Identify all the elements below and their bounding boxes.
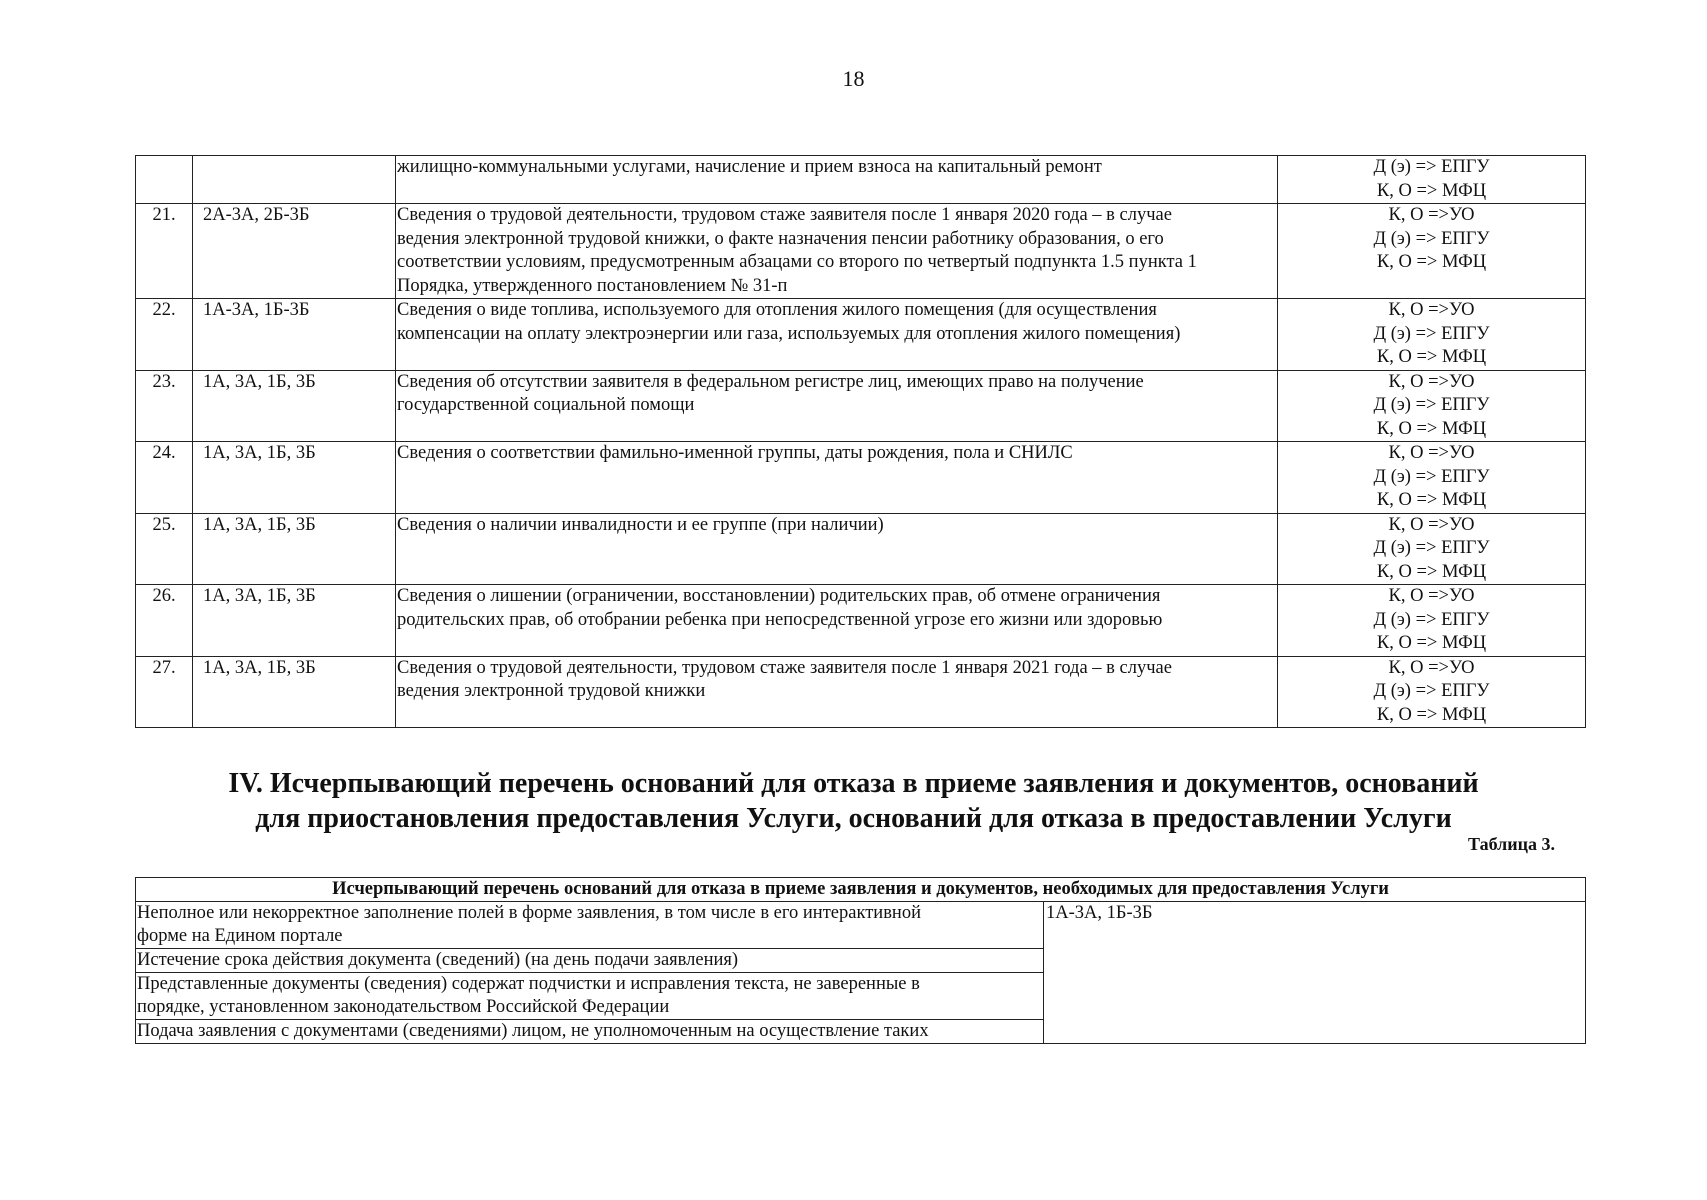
description-line: Сведения о виде топлива, используемого для отопления жилого помещения (для осуществления — [397, 300, 1157, 320]
description-line: государственной социальной помощи — [397, 395, 695, 415]
route-line: Д (э) => ЕПГУ — [1373, 466, 1490, 487]
row-description — [396, 442, 1278, 514]
description-line: Сведения о трудовой деятельности, трудовом стаже заявителя после 1 января 2021 года – в случае — [397, 657, 1172, 678]
section-heading-line-2: для приостановления предоставления Услуги, оснований для отказа в предоставлении Услуги — [255, 803, 1452, 834]
refusal-reason-line: Представленные документы (сведения) содержат подчистки и исправления текста, не заверенные в — [137, 974, 920, 994]
row-description — [396, 513, 1278, 585]
row-number: 25. — [136, 513, 193, 585]
refusal-applicant-codes: 1А-3А, 1Б-3Б — [1044, 902, 1586, 1044]
refusal-table — [135, 877, 1586, 1044]
refusal-reason — [136, 949, 1044, 973]
page-number: 18 — [842, 66, 865, 91]
route-line: К, О =>УО — [1388, 300, 1475, 320]
route-line: К, О =>УО — [1388, 586, 1475, 606]
table-row — [136, 513, 1586, 585]
row-number: 22. — [136, 299, 193, 371]
row-description — [396, 585, 1278, 657]
route-line: Д (э) => ЕПГУ — [1373, 395, 1490, 415]
refusal-reason — [136, 902, 1044, 949]
route-line: Д (э) => ЕПГУ — [1373, 609, 1490, 630]
row-code: 1А-3А, 1Б-3Б — [193, 299, 396, 371]
refusal-reason — [136, 973, 1044, 1020]
row-delivery-route — [1278, 204, 1586, 299]
row-description — [396, 204, 1278, 299]
services-table — [135, 155, 1586, 728]
route-line: К, О =>УО — [1388, 443, 1475, 463]
description-line: Сведения об отсутствии заявителя в федеральном регистре лиц, имеющих право на получение — [397, 371, 1144, 392]
row-code: 1А, 3А, 1Б, 3Б — [193, 370, 396, 442]
refusal-table-body — [136, 902, 1586, 1044]
route-line: К, О =>УО — [1388, 371, 1475, 392]
refusal-reason-line: порядке, установленном законодательством Российской Федерации — [137, 997, 670, 1017]
table-row — [136, 656, 1586, 728]
row-delivery-route — [1278, 513, 1586, 585]
row-number: 23. — [136, 370, 193, 442]
route-line: К, О =>УО — [1388, 205, 1475, 225]
refusal-reason-row — [136, 902, 1586, 949]
row-code: 2А-3А, 2Б-3Б — [193, 204, 396, 299]
refusal-reason-line: форме на Едином портале — [137, 926, 343, 946]
description-line: родительских прав, об отобрании ребенка при непосредственной угрозе его жизни или здоровью — [397, 609, 1163, 630]
row-description — [396, 299, 1278, 371]
description-line: ведения электронной трудовой книжки, о факте назначения пенсии работнику образования, о его — [397, 228, 1164, 249]
route-line: Д (э) => ЕПГУ — [1373, 157, 1490, 177]
description-line: Сведения о лишении (ограничении, восстановлении) родительских прав, об отмене ограничения — [397, 586, 1161, 606]
row-number: 21. — [136, 204, 193, 299]
row-delivery-route — [1278, 299, 1586, 371]
refusal-table-header-row — [136, 878, 1586, 902]
row-delivery-route — [1278, 156, 1586, 204]
table-row — [136, 370, 1586, 442]
row-delivery-route — [1278, 585, 1586, 657]
row-description — [396, 656, 1278, 728]
section-heading-line-1: IV. Исчерпывающий перечень оснований для отказа в приеме заявления и документов, оснований — [228, 768, 1479, 799]
route-line: К, О => МФЦ — [1376, 347, 1487, 367]
route-line: Д (э) => ЕПГУ — [1373, 538, 1490, 558]
route-line: Д (э) => ЕПГУ — [1373, 681, 1490, 701]
route-line: К, О => МФЦ — [1376, 633, 1487, 653]
refusal-table-header: Исчерпывающий перечень оснований для отказа в приеме заявления и документов, необходимых для предоставления Услуги — [136, 878, 1586, 902]
row-description — [396, 156, 1278, 204]
table-row — [136, 204, 1586, 299]
refusal-reason-line: Неполное или некорректное заполнение полей в форме заявления, в том числе в его интерактивной — [137, 903, 921, 923]
route-line: К, О => МФЦ — [1376, 704, 1487, 725]
description-line: компенсации на оплату электроэнергии или газа, используемых для отопления жилого помещения) — [397, 323, 1181, 344]
description-line: Сведения о наличии инвалидности и ее группе (при наличии) — [397, 514, 884, 535]
route-line: К, О => МФЦ — [1376, 490, 1487, 510]
row-delivery-route — [1278, 442, 1586, 514]
services-table-body — [136, 156, 1586, 728]
route-line: К, О =>УО — [1388, 657, 1475, 678]
route-line: К, О => МФЦ — [1376, 252, 1487, 272]
table-row — [136, 585, 1586, 657]
row-number — [136, 156, 193, 204]
table-caption: Таблица 3. — [1468, 834, 1555, 854]
route-line: Д (э) => ЕПГУ — [1373, 228, 1490, 249]
route-line: К, О => МФЦ — [1376, 418, 1487, 439]
route-line: К, О => МФЦ — [1376, 561, 1487, 582]
description-line: жилищно-коммунальными услугами, начисление и прием взноса на капитальный ремонт — [397, 157, 1102, 177]
row-delivery-route — [1278, 370, 1586, 442]
table-row — [136, 442, 1586, 514]
description-line: Сведения о соответствии фамильно-именной группы, даты рождения, пола и СНИЛС — [397, 443, 1073, 463]
refusal-reason — [136, 1020, 1044, 1044]
row-number: 27. — [136, 656, 193, 728]
row-number: 24. — [136, 442, 193, 514]
description-line: Сведения о трудовой деятельности, трудовом стаже заявителя после 1 января 2020 года – в случае — [397, 205, 1172, 225]
row-code: 1А, 3А, 1Б, 3Б — [193, 442, 396, 514]
refusal-reason-line: Истечение срока действия документа (сведений) (на день подачи заявления) — [137, 950, 739, 970]
table-row — [136, 299, 1586, 371]
row-number: 26. — [136, 585, 193, 657]
row-code: 1А, 3А, 1Б, 3Б — [193, 585, 396, 657]
refusal-reason-line: Подача заявления с документами (сведениями) лицом, не уполномоченным на осуществление таких — [137, 1021, 929, 1041]
row-delivery-route — [1278, 656, 1586, 728]
route-line: К, О => МФЦ — [1376, 180, 1487, 201]
row-description — [396, 370, 1278, 442]
row-code: 1А, 3А, 1Б, 3Б — [193, 513, 396, 585]
description-line: Порядка, утвержденного постановлением № 31-п — [397, 275, 788, 296]
table-row — [136, 156, 1586, 204]
route-line: Д (э) => ЕПГУ — [1373, 323, 1490, 344]
row-code: 1А, 3А, 1Б, 3Б — [193, 656, 396, 728]
route-line: К, О =>УО — [1388, 514, 1475, 535]
row-code — [193, 156, 396, 204]
description-line: соответствии условиям, предусмотренным абзацами со второго по четвертый подпункта 1.5 пункта 1 — [397, 252, 1197, 272]
section-heading — [0, 766, 1707, 836]
description-line: ведения электронной трудовой книжки — [397, 681, 706, 701]
